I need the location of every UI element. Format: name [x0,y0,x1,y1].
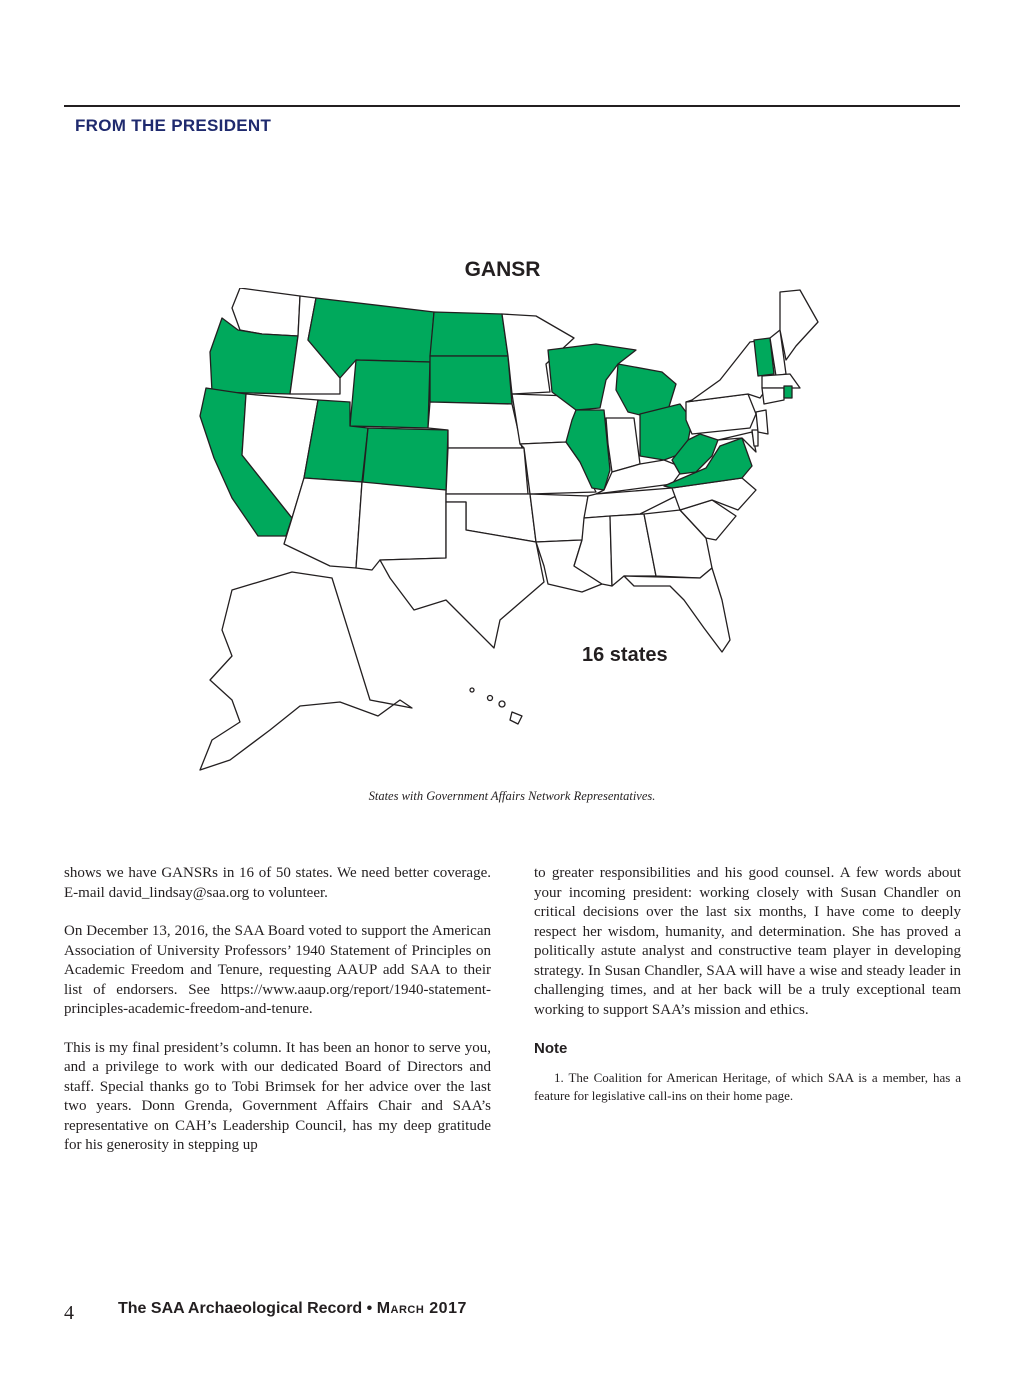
footer-bullet: • [366,1300,373,1317]
map-title: GANSR [464,258,541,281]
left-paragraph-1: shows we have GANSRs in 16 of 50 states. We need better coverage. E-mail david_lindsay@saa.org to volunteer. [64,865,491,901]
issue-date: March 2017 [376,1300,467,1317]
state-wy [350,360,430,428]
left-column [64,864,491,1175]
state-nd [430,312,508,356]
state-ar [530,494,588,542]
map-caption: States with Government Affairs Network Representatives. [368,789,656,803]
us-states-map [195,288,835,778]
map-count-label: 16 states [582,644,668,666]
right-column [534,864,961,1124]
state-ri [784,386,792,398]
page-number: 4 [64,1302,74,1324]
state-ks [446,448,528,494]
journal-name: The SAA Archaeological Record [118,1300,363,1317]
note-text: 1. The Coalition for American Heritage, of which SAA is a member, has a feature for legislative call-ins on their home page. [534,1069,961,1103]
state-hi-2 [488,696,493,701]
left-paragraph-2: On December 13, 2016, the SAA Board voted to support the American Association of University Professors’ 1940 Statement of Principles on Academic Freedom and Tenure, requesting AAUP add SAA to their list of endorsers. See https://www.aaup.org/report/1940-statement-principles-academic-freedom-and-tenure. [64,923,491,1017]
state-nj [756,410,768,434]
header-rule [64,105,960,107]
journal-name-line [118,1300,467,1318]
note-heading: Note [534,1040,568,1057]
state-me [780,290,818,360]
state-hi-3 [499,701,505,707]
state-sd [430,356,512,404]
state-nm [356,482,446,570]
state-hi-1 [470,688,474,692]
state-in [606,418,640,472]
state-ct [762,388,784,404]
state-wa [232,288,300,336]
right-paragraph-1: to greater responsibilities and his good counsel. A few words about your incoming president: working closely with Susan Chandler on critical decisions over the last six months, I have come to deeply respect her wisdom, humanity, and determination. She has proved a politically astute analyst and constructive team player in developing strategy. In Susan Chandler, SAA will have a wise and steady leader in challenging times, and at her back will be a truly exceptional team working to support SAA’s mission and ethics. [534,865,961,1018]
state-fl [624,568,730,652]
state-ak [200,572,412,770]
section-title: FROM THE PRESIDENT [75,116,272,135]
state-hi-4 [510,712,522,724]
left-paragraph-3: This is my final president’s column. It has been an honor to serve you, and a privilege to work with our dedicated Board of Directors and staff. Special thanks go to Tobi Brimsek for her advice over the last two years. Donn Grenda, Government Affairs Chair and SAA’s representative on CAH’s Leadership Council, has my deep gratitude for his generosity in stepping up [64,1039,491,1153]
state-ma [762,374,800,388]
